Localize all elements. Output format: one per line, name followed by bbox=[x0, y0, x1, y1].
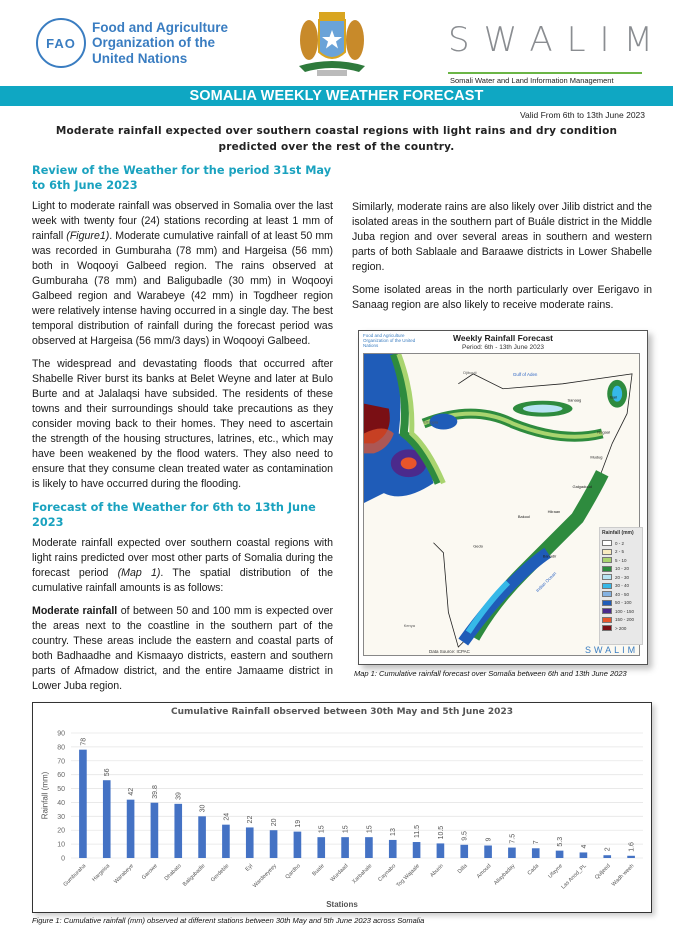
map-fao-logo: Food and Agriculture Organization of the United Nations bbox=[363, 333, 416, 348]
svg-text:Gerdeble: Gerdeble bbox=[210, 863, 231, 884]
svg-text:7.5: 7.5 bbox=[509, 833, 517, 844]
svg-text:10: 10 bbox=[57, 841, 65, 849]
svg-text:40: 40 bbox=[57, 799, 65, 807]
svg-text:Las Anod_PL: Las Anod_PL bbox=[560, 863, 588, 891]
svg-text:Bakool: Bakool bbox=[517, 513, 531, 519]
svg-text:20: 20 bbox=[57, 827, 65, 835]
map-label-gulf-of-aden: Gulf of Aden bbox=[512, 371, 538, 377]
right-column bbox=[352, 200, 652, 321]
svg-text:Amoud: Amoud bbox=[475, 863, 493, 880]
map-swalim-logo: SWALIM bbox=[585, 645, 639, 655]
chart-bar bbox=[437, 843, 445, 858]
svg-text:78: 78 bbox=[80, 737, 88, 746]
svg-text:4: 4 bbox=[580, 844, 588, 849]
left-column bbox=[32, 163, 333, 702]
chart-bar bbox=[580, 852, 588, 858]
somalia-coat-of-arms-icon bbox=[287, 8, 377, 80]
chart-bar bbox=[508, 848, 516, 858]
chart-bar bbox=[413, 842, 421, 858]
headline: Moderate rainfall expected over southern coastal regions with light rains and dry condition predicted over the rest of the country. bbox=[55, 125, 618, 153]
chart-bar bbox=[341, 837, 349, 858]
page-title: SOMALIA WEEKLY WEATHER FORECAST bbox=[189, 88, 484, 104]
svg-text:Allaybaday: Allaybaday bbox=[493, 863, 517, 887]
svg-text:Hiiraan: Hiiraan bbox=[547, 508, 561, 514]
review-heading: Review of the Weather for the period 31st May to 6th June 2023 bbox=[32, 164, 332, 192]
svg-text:Cada: Cada bbox=[526, 863, 541, 877]
fao-emblem-icon: FAO bbox=[36, 18, 86, 68]
svg-text:Gumburaha: Gumburaha bbox=[62, 863, 88, 888]
svg-text:Indian Ocean: Indian Ocean bbox=[534, 570, 558, 594]
forecast-paragraph-3: Similarly, moderate rains are also likely over Jilib district and the isolated areas in the southern part of Buále district in the Middle Juba region and over several areas in southern and western parts of both Sablaale and Baraawe districts in Lower Shabelle region. bbox=[352, 201, 652, 273]
map-data-source: Data Source: ICPAC bbox=[429, 649, 470, 654]
svg-text:9: 9 bbox=[485, 837, 493, 842]
rainfall-forecast-map bbox=[358, 330, 648, 665]
chart-y-axis-label: Rainfall (mm) bbox=[40, 771, 50, 820]
chart-bar bbox=[294, 832, 302, 858]
fao-name: Food and Agriculture Organization of the United Nations bbox=[92, 19, 228, 66]
svg-text:0: 0 bbox=[61, 855, 65, 863]
svg-text:10.5: 10.5 bbox=[437, 825, 445, 840]
chart-bar bbox=[532, 848, 540, 858]
svg-text:7: 7 bbox=[533, 840, 541, 845]
chart-bar bbox=[151, 803, 159, 858]
chart-x-axis-label: Stations bbox=[326, 900, 358, 909]
svg-text:2: 2 bbox=[604, 847, 612, 852]
svg-text:Dhabato: Dhabato bbox=[163, 863, 183, 883]
svg-text:Buale: Buale bbox=[311, 863, 326, 878]
svg-text:Wurdaad: Wurdaad bbox=[329, 863, 350, 884]
svg-text:5.3: 5.3 bbox=[557, 836, 565, 847]
svg-text:39: 39 bbox=[175, 792, 183, 800]
title-banner bbox=[0, 86, 673, 106]
swalim-logo: SWALIM Somali Water and Land Information Management bbox=[448, 20, 667, 85]
chart-title: Cumulative Rainfall observed between 30th May and 5th June 2023 bbox=[171, 707, 513, 717]
legend-item: 100 - 150 bbox=[602, 607, 640, 616]
chart-bar bbox=[246, 827, 254, 858]
review-paragraph-2: The widespread and devastating floods that occurred after Shabelle River burst its banks at Belet Weyne and later at Bulo Burte and at Jalalaqsi have subsided. The residents of these towns and their surroundings should take precautions as they consider moving back to their homes. They need to ascertain the strength of the housing structures, latrines, etc., which may have been weakened by the flood waters. They also need to ensure that they consume clean treated water as contamination is likely to have occurred during the flooding. bbox=[32, 358, 333, 490]
svg-text:Aburin: Aburin bbox=[429, 863, 445, 879]
legend-item: 40 - 50 bbox=[602, 590, 640, 599]
chart-bar bbox=[484, 846, 492, 859]
svg-text:9.5: 9.5 bbox=[461, 831, 469, 841]
fao-logo bbox=[36, 18, 228, 68]
page-header bbox=[0, 0, 673, 84]
svg-text:90: 90 bbox=[57, 730, 65, 738]
svg-text:Caynabo: Caynabo bbox=[377, 863, 398, 883]
legend-item: 150 - 200 bbox=[602, 616, 640, 625]
map-caption: Map 1: Cumulative rainfall forecast over Somalia between 6th and 13th June 2023 bbox=[354, 669, 627, 678]
chart-bar bbox=[198, 816, 206, 858]
svg-text:Eyl: Eyl bbox=[244, 863, 255, 873]
svg-text:15: 15 bbox=[318, 825, 326, 834]
map-title: Weekly Rainfall Forecast bbox=[453, 333, 553, 343]
chart-bar bbox=[270, 830, 278, 858]
svg-text:30: 30 bbox=[199, 804, 207, 813]
svg-text:Tog Wajaale: Tog Wajaale bbox=[395, 863, 421, 889]
legend-item: 5 - 10 bbox=[602, 556, 640, 565]
chart-bar bbox=[389, 840, 397, 858]
forecast-paragraph-4: Some isolated areas in the north particularly over Eerigavo in Sanaag region are also likely to receive moderate rains. bbox=[352, 284, 652, 311]
forecast-heading: Forecast of the Weather for 6th to 13th June 2023 bbox=[32, 501, 316, 529]
chart-bar bbox=[365, 837, 373, 858]
svg-text:15: 15 bbox=[366, 825, 374, 834]
chart-bar bbox=[103, 780, 111, 858]
svg-text:56: 56 bbox=[104, 768, 112, 777]
svg-text:39.8: 39.8 bbox=[151, 785, 159, 799]
svg-text:Kenya: Kenya bbox=[403, 623, 415, 629]
legend-item: > 200 bbox=[602, 624, 640, 633]
chart-bar bbox=[460, 845, 468, 858]
svg-text:1.6: 1.6 bbox=[628, 842, 636, 852]
valid-period: Valid From 6th to 13th June 2023 bbox=[519, 110, 645, 120]
swalim-underline bbox=[448, 72, 642, 74]
chart-bar bbox=[603, 855, 611, 858]
svg-text:Gedo: Gedo bbox=[473, 543, 483, 549]
svg-text:Garowe: Garowe bbox=[140, 863, 159, 882]
legend-item: 0 - 2 bbox=[602, 539, 640, 548]
forecast-paragraph-1: Moderate rainfall expected over southern coastal regions with light rains predicted over most other parts of Somalia during the forecast period (Map 1). The spatial distribution of the cumulative rainfall amounts is as follows: bbox=[32, 537, 333, 594]
svg-text:20: 20 bbox=[271, 818, 279, 827]
legend-item: 20 - 30 bbox=[602, 573, 640, 582]
chart-bar bbox=[317, 837, 325, 858]
review-paragraph-1: Light to moderate rainfall was observed in Somalia over the last week with twenty four (24) stations recording at least 1 mm of rainfall (Figure1). Moderate cumulative rainfall of at least 50 mm was recorded in Gumburaha (78 mm) and Hargeisa (56 mm) both in Woqooyi Galbeed region. The rains observed at Gumburaha (78 mm) and Baligubadle (30 mm) in Woqooyi Galbeed region and Warabeye (42 mm) in Togdheer region were relatively intense having occurred in a single day. The best temporal distribution of rainfall during the forecast period was observed at Hargeisa (56 mm/3 days) in Woqooyi Galbeed. bbox=[32, 200, 333, 347]
svg-text:Bari: Bari bbox=[610, 394, 618, 400]
svg-text:19: 19 bbox=[294, 819, 302, 828]
svg-text:Wadh weeh: Wadh weeh bbox=[610, 863, 636, 888]
svg-text:Banadir: Banadir bbox=[542, 553, 557, 559]
chart-bar bbox=[627, 856, 635, 858]
svg-text:13: 13 bbox=[390, 828, 398, 836]
chart-bar bbox=[556, 851, 564, 858]
chart-bar bbox=[127, 800, 135, 858]
svg-text:Wardeeyeey: Wardeeyeey bbox=[252, 863, 278, 890]
svg-text:Warabeye: Warabeye bbox=[113, 863, 135, 886]
svg-text:80: 80 bbox=[57, 744, 65, 752]
legend-item: 2 - 5 bbox=[602, 548, 640, 557]
legend-item: 30 - 40 bbox=[602, 582, 640, 591]
legend-item: 50 - 100 bbox=[602, 599, 640, 608]
svg-text:70: 70 bbox=[57, 758, 65, 766]
svg-text:Sanaag: Sanaag bbox=[567, 397, 582, 403]
map-legend: Rainfall (mm) 0 - 2 2 - 5 5 - 10 10 - 20 20 - 30 30 - 40 40 - 50 50 - 100 100 - 150 150 - 200 > 200 bbox=[599, 527, 643, 645]
figure-caption: Figure 1: Cumulative rainfall (mm) observed at different stations between 30th May and 5th June 2023 across Somalia bbox=[32, 916, 425, 925]
chart-bar bbox=[174, 804, 182, 858]
svg-text:Galgaduud: Galgaduud bbox=[572, 484, 592, 490]
rainfall-bar-chart bbox=[32, 702, 652, 913]
svg-text:24: 24 bbox=[223, 812, 231, 821]
svg-text:Mudug: Mudug bbox=[590, 454, 603, 460]
svg-text:42: 42 bbox=[128, 787, 136, 796]
chart-plot bbox=[33, 703, 653, 903]
svg-text:60: 60 bbox=[57, 772, 65, 780]
svg-text:15: 15 bbox=[342, 825, 350, 834]
legend-item: 10 - 20 bbox=[602, 565, 640, 574]
chart-bar bbox=[222, 825, 230, 858]
forecast-paragraph-2: Moderate rainfall of between 50 and 100 mm is expected over the areas next to the coastline in the southern part of the country. These areas include the eastern and coastal parts of both Badhaadhe and Kismaayo districts, eastern and southern parts of Afmadow district, and the entire Jamaame district in Lower Juba region. bbox=[32, 605, 333, 692]
svg-text:Qardho: Qardho bbox=[284, 863, 302, 881]
svg-text:Baligubadle: Baligubadle bbox=[181, 863, 207, 888]
svg-text:50: 50 bbox=[57, 786, 65, 794]
svg-text:Hargeisa: Hargeisa bbox=[91, 863, 112, 883]
svg-text:Djibouti: Djibouti bbox=[463, 369, 477, 375]
svg-text:Xarbahale: Xarbahale bbox=[351, 863, 374, 886]
map-period: Period: 6th - 13th June 2023 bbox=[461, 344, 545, 351]
svg-text:11.5: 11.5 bbox=[414, 824, 422, 839]
svg-text:30: 30 bbox=[57, 813, 65, 821]
svg-text:Quljeed: Quljeed bbox=[594, 863, 612, 881]
svg-text:Ufayne: Ufayne bbox=[547, 863, 564, 880]
svg-text:22: 22 bbox=[247, 815, 255, 824]
svg-text:Ethiopia: Ethiopia bbox=[423, 419, 438, 425]
svg-text:Dilla: Dilla bbox=[456, 863, 469, 875]
chart-bar bbox=[79, 750, 87, 858]
svg-text:Nugaal: Nugaal bbox=[597, 429, 610, 435]
